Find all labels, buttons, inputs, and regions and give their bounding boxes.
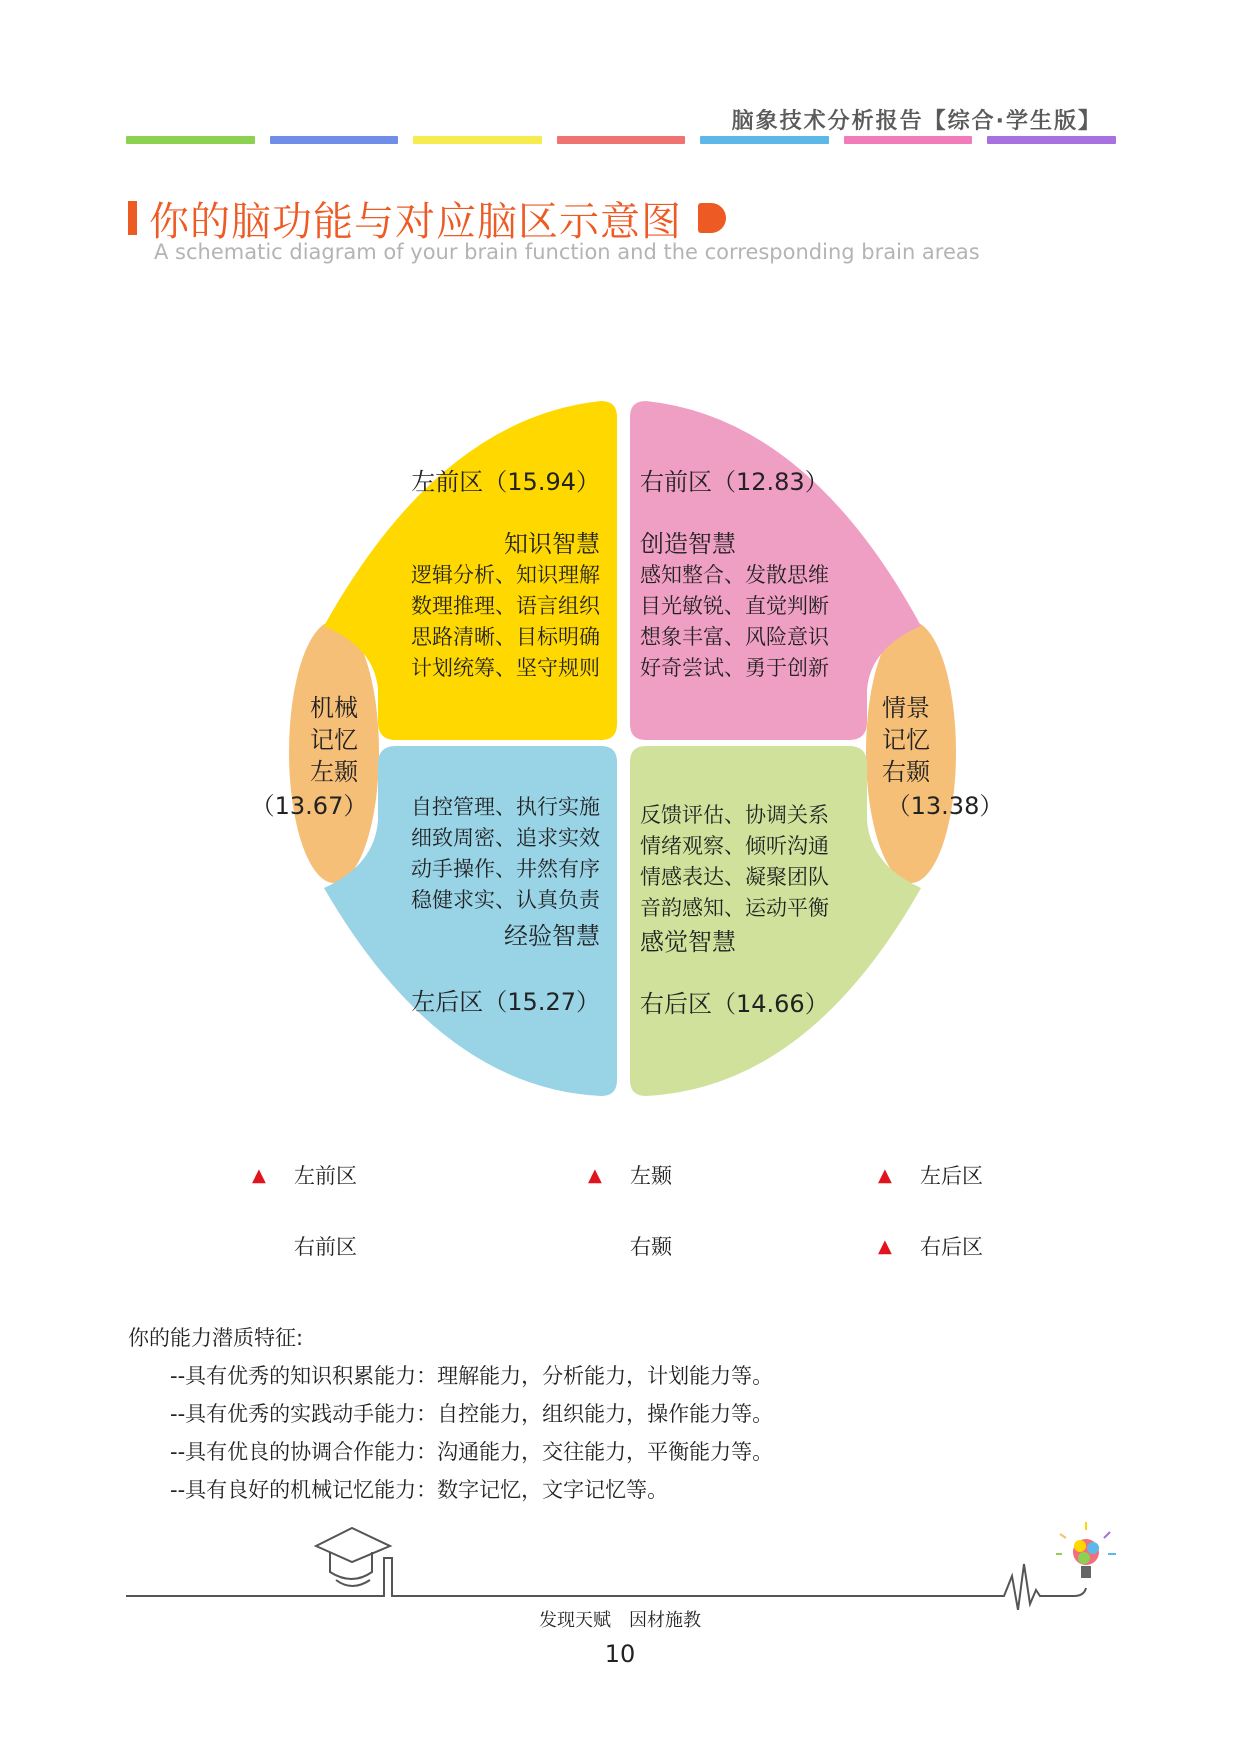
legend-item-right-front	[252, 1231, 357, 1261]
left-temporal-label	[306, 692, 362, 788]
temporal-label-line: 记忆	[882, 726, 930, 754]
trait-line: 好奇尝试、勇于创新	[640, 656, 829, 680]
lightbulb-icon	[1056, 1522, 1116, 1578]
left-back-wisdom: 经验智慧	[504, 922, 600, 950]
trait-line: 想象丰富、风险意识	[640, 625, 829, 649]
legend-label: 左后区	[920, 1164, 983, 1188]
right-temporal-label	[878, 692, 934, 788]
left-front-title: 左前区（15.94）	[411, 468, 600, 496]
graduation-cap-icon	[316, 1528, 390, 1586]
trait-line: 细致周密、追求实效	[411, 826, 600, 850]
legend-label: 右后区	[920, 1235, 983, 1259]
temporal-label-line: 记忆	[310, 726, 358, 754]
temporal-label-line: 机械	[310, 694, 358, 722]
triangle-marker-icon: ▲	[588, 1164, 602, 1186]
trait-line: 情绪观察、倾听沟通	[640, 834, 829, 858]
left-front-traits	[360, 560, 600, 684]
trait-item: --具有优秀的知识积累能力：理解能力，分析能力，计划能力等。	[170, 1364, 774, 1388]
trait-line: 数理推理、语言组织	[411, 594, 600, 618]
left-back-traits	[360, 792, 600, 916]
legend-label: 左颞	[630, 1164, 672, 1188]
trait-line: 思路清晰、目标明确	[411, 625, 600, 649]
right-back-wisdom: 感觉智慧	[640, 928, 736, 956]
footer-line-art	[0, 1500, 1240, 1610]
left-front-wisdom: 知识智慧	[504, 530, 600, 558]
triangle-marker-icon: ▲	[252, 1164, 266, 1186]
traits-title: 你的能力潜质特征:	[128, 1326, 304, 1350]
temporal-label-line: 情景	[882, 694, 930, 722]
right-front-traits	[640, 560, 880, 684]
section-subtitle: A schematic diagram of your brain function and the corresponding brain areas	[154, 240, 980, 264]
page-number: 10	[604, 1640, 636, 1668]
trait-line: 情感表达、凝聚团队	[640, 865, 829, 889]
legend-item-left-temporal	[588, 1160, 672, 1190]
left-back-title: 左后区（15.27）	[411, 988, 600, 1016]
footer-slogan: 发现天赋 因材施教	[539, 1610, 701, 1631]
section-title-text: 你的脑功能与对应脑区示意图	[149, 198, 682, 245]
legend-label: 左前区	[294, 1164, 357, 1188]
triangle-marker-icon: ▲	[878, 1164, 892, 1186]
trait-item: --具有良好的机械记忆能力：数字记忆，文字记忆等。	[170, 1478, 669, 1502]
right-back-title: 右后区（14.66）	[640, 990, 829, 1018]
footer-baseline	[126, 1558, 1086, 1610]
trait-item: --具有优良的协调合作能力：沟通能力，交往能力，平衡能力等。	[170, 1440, 774, 1464]
temporal-label-line: 左颞	[310, 758, 358, 786]
trait-line: 动手操作、井然有序	[411, 857, 600, 881]
left-temporal-score: （13.67）	[250, 792, 368, 820]
trait-line: 反馈评估、协调关系	[640, 803, 829, 827]
right-back-traits	[640, 800, 880, 924]
right-front-wisdom: 创造智慧	[640, 530, 736, 558]
trait-line: 计划统筹、坚守规则	[411, 656, 600, 680]
trait-line: 目光敏锐、直觉判断	[640, 594, 829, 618]
legend-item-right-temporal	[588, 1231, 672, 1261]
trait-line: 自控管理、执行实施	[411, 795, 600, 819]
trait-line: 逻辑分析、知识理解	[411, 563, 600, 587]
legend-item-right-back	[878, 1231, 983, 1261]
trait-line: 音韵感知、运动平衡	[640, 896, 829, 920]
legend-item-left-back	[878, 1160, 983, 1190]
legend-item-left-front	[252, 1160, 357, 1190]
right-front-title: 右前区（12.83）	[640, 468, 829, 496]
legend-label: 右颞	[630, 1235, 672, 1259]
legend-label: 右前区	[294, 1235, 357, 1259]
trait-line: 稳健求实、认真负责	[411, 888, 600, 912]
triangle-marker-icon: ▲	[878, 1235, 892, 1257]
temporal-label-line: 右颞	[882, 758, 930, 786]
trait-item: --具有优秀的实践动手能力：自控能力，组织能力，操作能力等。	[170, 1402, 774, 1426]
report-header-title: 脑象技术分析报告【综合·学生版】	[731, 109, 1102, 134]
right-temporal-score: （13.38）	[886, 792, 1004, 820]
trait-line: 感知整合、发散思维	[640, 563, 829, 587]
